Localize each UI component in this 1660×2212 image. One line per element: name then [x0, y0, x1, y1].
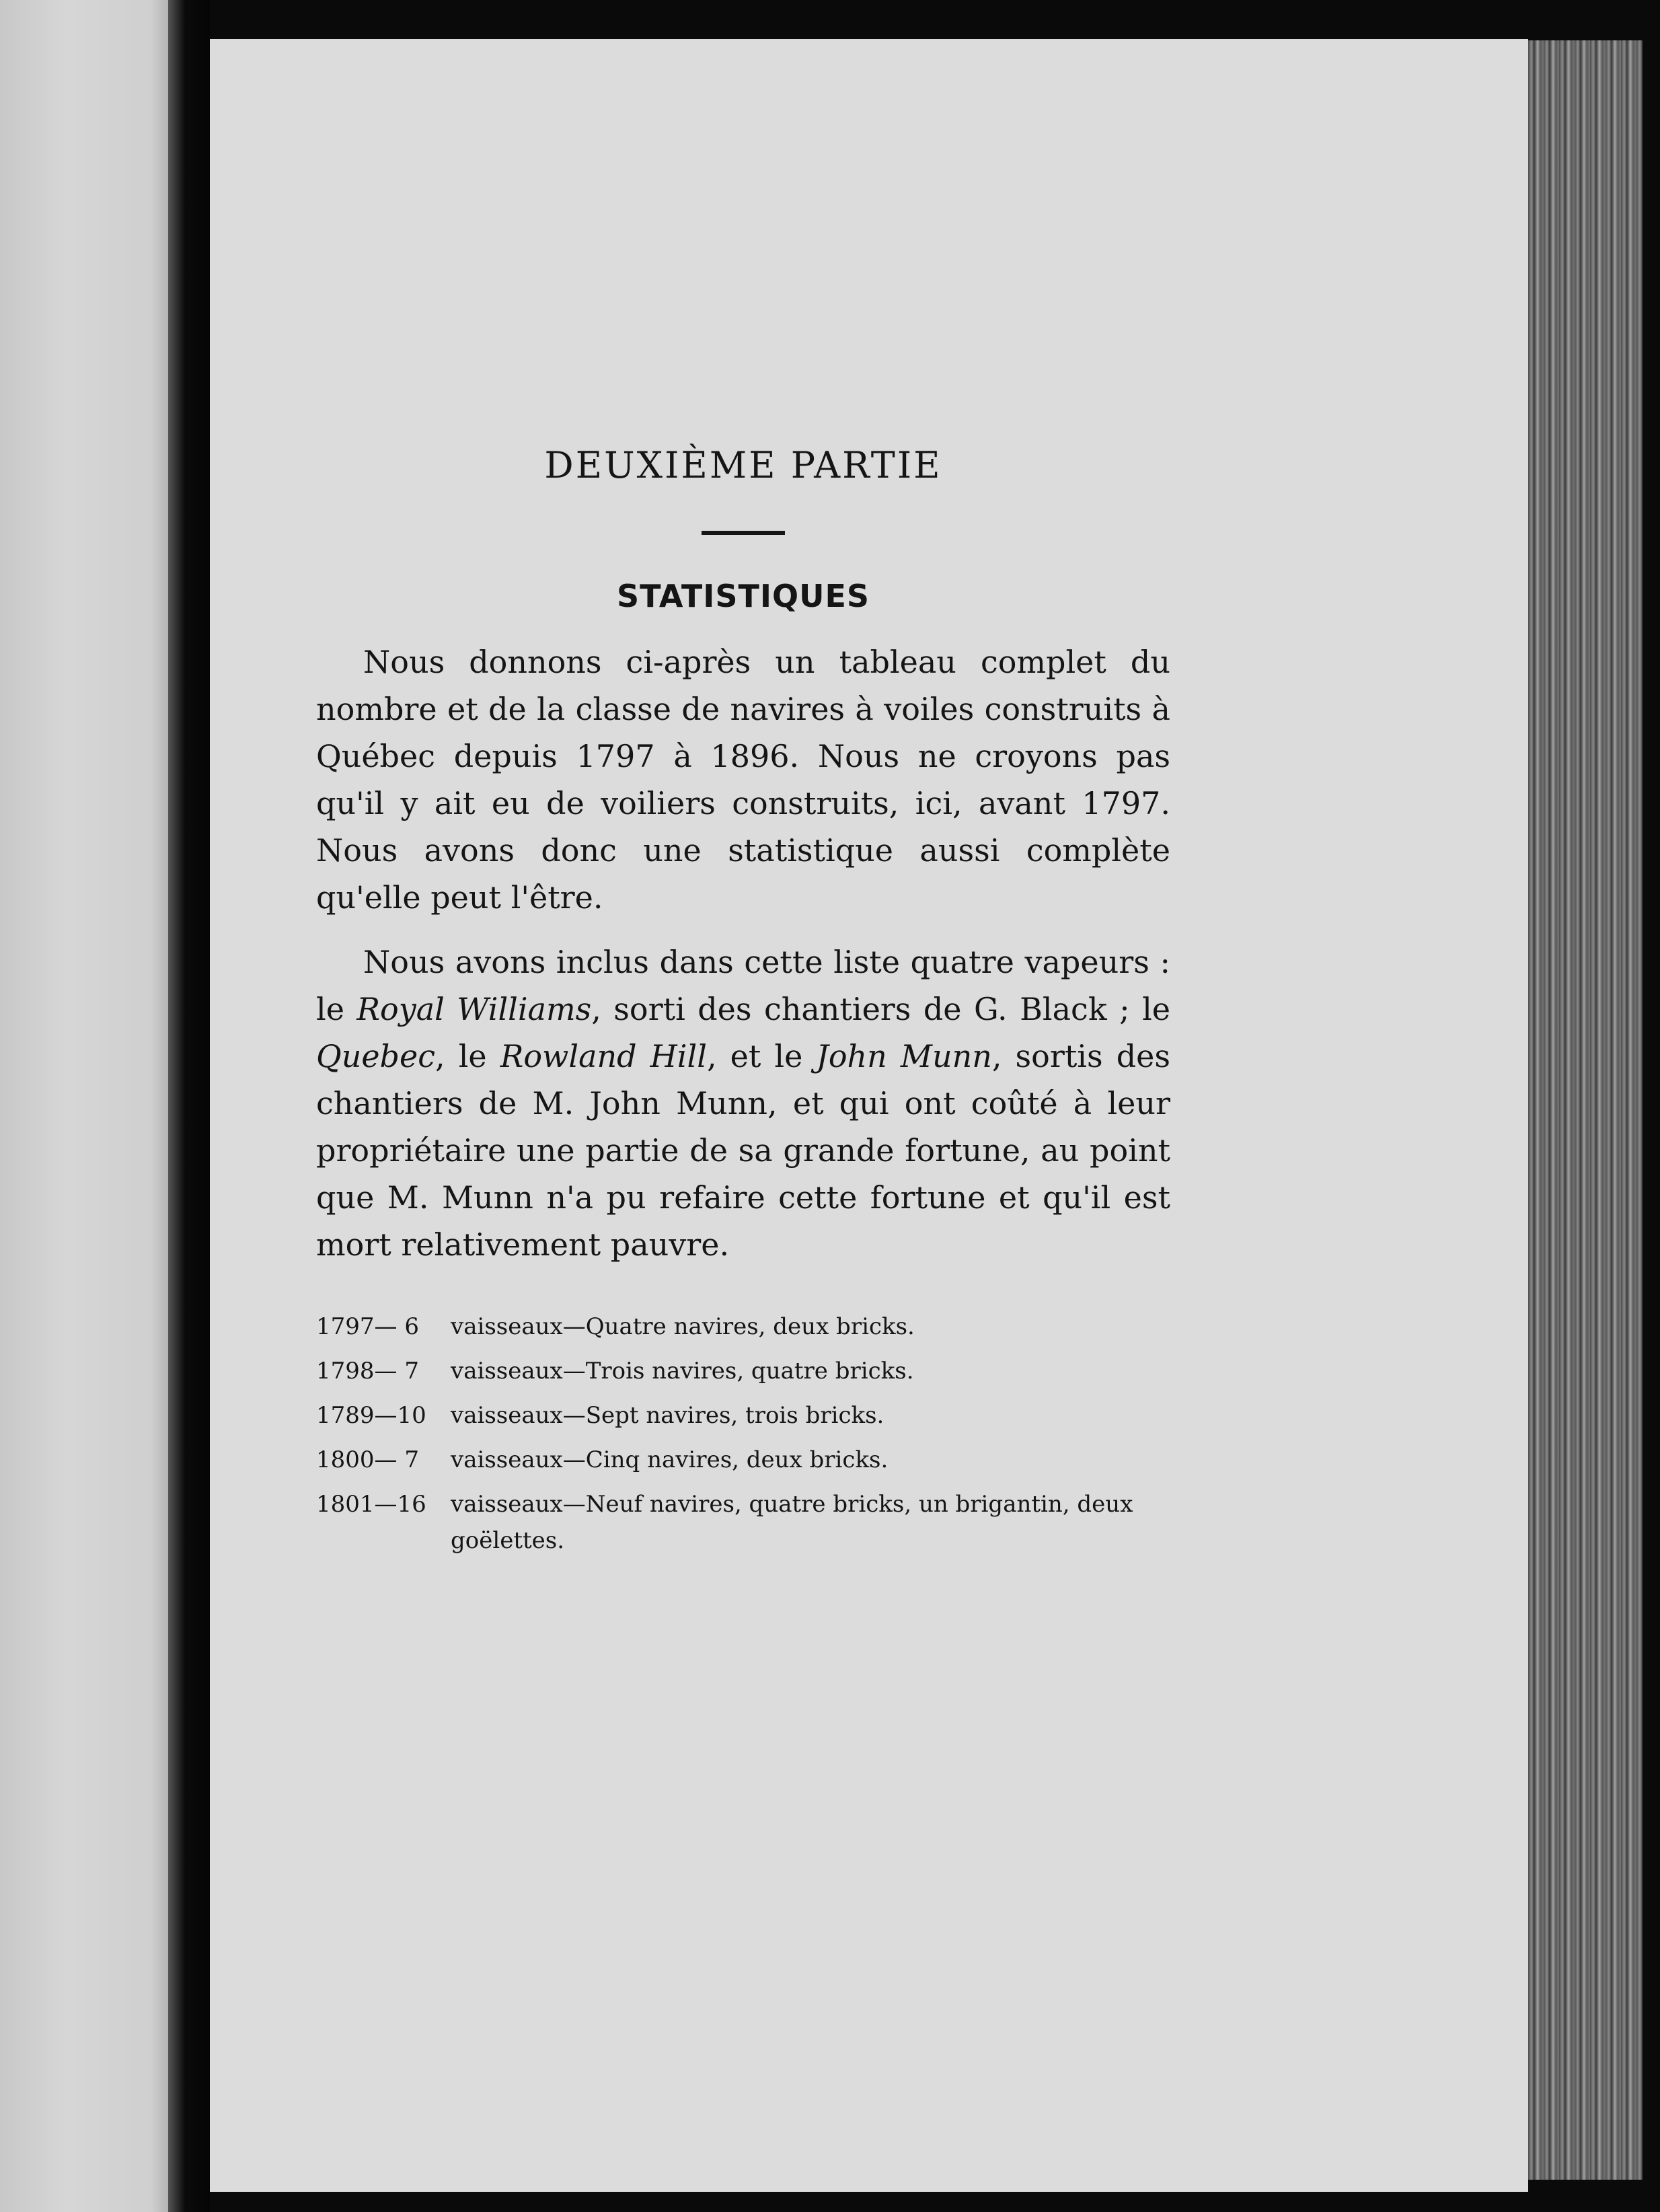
part-title: DEUXIÈME PARTIE [544, 444, 942, 486]
ship-description: vaisseaux—Cinq navires, deux bricks. [451, 1446, 889, 1473]
page-fore-edge [1528, 40, 1643, 2180]
ship-name-royal-williams: Royal Williams [356, 991, 592, 1027]
list-item [316, 1304, 1170, 1349]
ship-name-john-munn: John Munn [816, 1038, 992, 1074]
list-item [316, 1393, 1170, 1438]
ship-name-quebec: Quebec [316, 1038, 435, 1074]
year-count: 1789—10 [316, 1402, 426, 1429]
text-run: , le [435, 1038, 500, 1074]
left-page-edge [0, 0, 168, 2212]
scan-border [1643, 0, 1660, 2212]
ship-description: vaisseaux—Quatre navires, deux bricks. [451, 1313, 915, 1340]
list-item [316, 1349, 1170, 1393]
text-run: , sortis des chantiers de M. John Munn, et qui ont coûté à leur propriétaire une partie de sa grande fortune, au point que M. Munn n'a pu refaire cette fortune et qu'il est mort relativement pauvre. [316, 1038, 1170, 1263]
paragraph-intro-text: Nous donnons ci-après un tableau complet du nombre et de la classe de navires à voiles construits à Québec depuis 1797 à 1896. Nous ne croyons pas qu'il y ait eu de voiliers construits, ici, avant 1797. Nous avons donc une statistique aussi complète qu'elle peut l'être. [316, 644, 1170, 916]
list-item [316, 1482, 1170, 1559]
text-run: Nous avons inclus dans cette liste quatre vapeurs : le [316, 944, 1170, 1027]
year-count: 1800— 7 [316, 1446, 419, 1473]
page-text [316, 444, 1170, 1559]
section-title: STATISTIQUES [616, 578, 870, 614]
ship-description: vaisseaux—Trois navires, quatre bricks. [451, 1358, 914, 1385]
year-count: 1798— 7 [316, 1358, 419, 1385]
list-item [316, 1438, 1170, 1482]
ship-description: vaisseaux—Sept navires, trois bricks. [451, 1402, 884, 1429]
text-run: , et le [706, 1038, 817, 1074]
paragraph-steamers [316, 938, 1170, 1268]
paragraph-intro [316, 638, 1170, 921]
ship-statistics-list [316, 1304, 1170, 1559]
book-gutter [168, 0, 210, 2212]
year-count: 1797— 6 [316, 1313, 419, 1340]
text-run: , sorti des chantiers de G. Black ; le [591, 991, 1170, 1027]
year-count: 1801—16 [316, 1491, 426, 1518]
ship-name-rowland-hill: Rowland Hill [500, 1038, 707, 1074]
ship-description: vaisseaux—Neuf navires, quatre bricks, un brigantin, deux goëlettes. [451, 1491, 1133, 1554]
title-rule [702, 531, 785, 535]
